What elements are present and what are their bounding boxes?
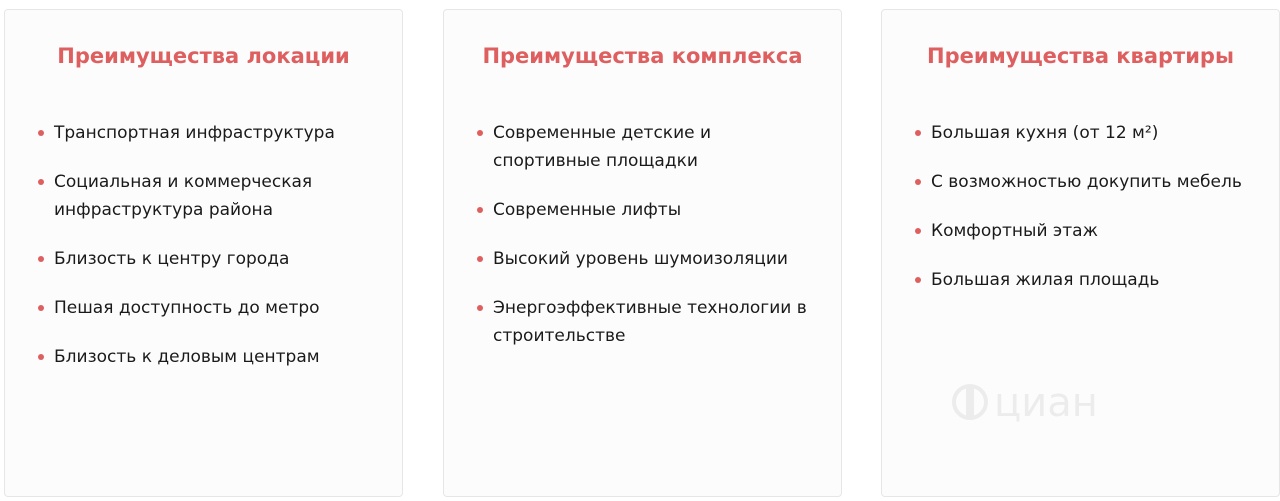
list-item-text: Близость к центру города bbox=[54, 249, 290, 269]
bullet-dot-icon bbox=[477, 207, 483, 213]
complex-advantages-card bbox=[443, 9, 842, 497]
list-item-text: Пешая доступность до метро bbox=[54, 298, 320, 318]
bullet-dot-icon bbox=[915, 277, 921, 283]
list-item bbox=[38, 168, 384, 224]
bullet-dot-icon bbox=[38, 130, 44, 136]
list-item bbox=[477, 294, 823, 350]
bullet-dot-icon bbox=[915, 228, 921, 234]
list-item bbox=[38, 119, 384, 147]
bullet-dot-icon bbox=[38, 305, 44, 311]
complex-advantages-list bbox=[477, 119, 823, 371]
list-item bbox=[915, 217, 1261, 245]
list-item-text: Энергоэффективные технологии в строительстве bbox=[493, 298, 807, 346]
list-item-text: Современные детские и спортивные площадки bbox=[493, 123, 712, 171]
bullet-dot-icon bbox=[38, 354, 44, 360]
bullet-dot-icon bbox=[477, 305, 483, 311]
list-item bbox=[477, 119, 823, 175]
list-item bbox=[38, 245, 384, 273]
location-advantages-list bbox=[38, 119, 384, 392]
bullet-dot-icon bbox=[915, 179, 921, 185]
list-item-text: Высокий уровень шумоизоляции bbox=[493, 249, 788, 269]
list-item bbox=[915, 168, 1261, 196]
list-item bbox=[915, 119, 1261, 147]
list-item bbox=[915, 266, 1261, 294]
bullet-dot-icon bbox=[477, 256, 483, 262]
bullet-dot-icon bbox=[38, 179, 44, 185]
list-item-text: Близость к деловым центрам bbox=[54, 347, 320, 367]
bullet-dot-icon bbox=[915, 130, 921, 136]
list-item-text: Комфортный этаж bbox=[931, 221, 1098, 241]
location-advantages-card bbox=[4, 9, 403, 497]
card-title: Преимущества комплекса bbox=[482, 44, 803, 68]
list-item-text: Транспортная инфраструктура bbox=[54, 123, 335, 143]
card-title: Преимущества квартиры bbox=[927, 44, 1234, 68]
card-title: Преимущества локации bbox=[57, 44, 350, 68]
apartment-advantages-card bbox=[881, 9, 1280, 497]
list-item-text: Социальная и коммерческая инфраструктура района bbox=[54, 172, 313, 220]
list-item bbox=[477, 245, 823, 273]
list-item bbox=[38, 294, 384, 322]
list-item bbox=[38, 343, 384, 371]
list-item-text: Большая жилая площадь bbox=[931, 270, 1160, 290]
list-item-text: Большая кухня (от 12 м²) bbox=[931, 123, 1159, 143]
list-item bbox=[477, 196, 823, 224]
bullet-dot-icon bbox=[477, 130, 483, 136]
list-item-text: С возможностью докупить мебель bbox=[931, 172, 1242, 192]
apartment-advantages-list bbox=[915, 119, 1261, 315]
list-item-text: Современные лифты bbox=[493, 200, 682, 220]
bullet-dot-icon bbox=[38, 256, 44, 262]
